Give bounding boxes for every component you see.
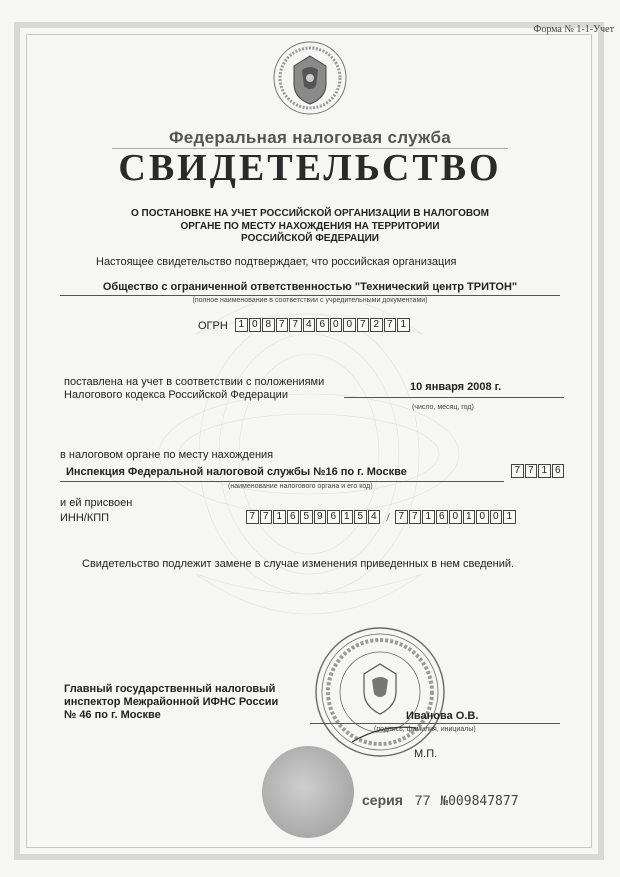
registration-date: 10 января 2008 г.: [410, 381, 502, 393]
ogrn-digit: 7: [357, 318, 370, 332]
confirms-text: Настоящее свидетельство подтверждает, что российская организация: [96, 256, 457, 268]
ogrn-digit: 0: [343, 318, 356, 332]
ogrn-digit: 4: [303, 318, 316, 332]
replacement-note: Свидетельство подлежит замене в случае изменения приведенных в нем сведений.: [82, 558, 515, 570]
form-number: Форма № 1-1-Учет: [533, 24, 614, 35]
kpp-digit: 1: [422, 510, 435, 524]
kpp-digit: 0: [476, 510, 489, 524]
authority-name: Инспекция Федеральной налоговой службы №16 по г. Москве: [66, 466, 407, 478]
inn-digit: 7: [246, 510, 259, 524]
ogrn-digit: 0: [249, 318, 262, 332]
inn-digit: 6: [327, 510, 340, 524]
authority-code-digit: 7: [511, 464, 524, 478]
ogrn-digit: 2: [370, 318, 383, 332]
signatory-name: Иванова О.В.: [406, 710, 479, 722]
inn-intro: и ей присвоен: [60, 497, 133, 509]
serial-series: 77: [414, 792, 431, 808]
serial-label: серия: [362, 792, 403, 808]
registration-line: Налогового кодекса Российской Федерации: [64, 389, 288, 401]
serial-no: №009847877: [440, 794, 519, 809]
signatory-title: [64, 683, 278, 722]
organization-caption: (полное наименование в соответствии с учредительными документами): [192, 297, 428, 304]
kpp-digit: 7: [409, 510, 422, 524]
authority-code-digit: 7: [525, 464, 538, 478]
date-underline: [344, 397, 564, 398]
authority-underline: [60, 481, 504, 482]
kpp-digit: 0: [449, 510, 462, 524]
date-caption: (число, месяц, год): [412, 404, 474, 411]
kpp-digit: 1: [463, 510, 476, 524]
inn-digit: 1: [341, 510, 354, 524]
signature-caption: (подпись, фамилия, инициалы): [374, 726, 476, 733]
official-stamp-icon: [312, 624, 448, 760]
kpp-digit: 0: [490, 510, 503, 524]
inn-kpp-label: ИНН/КПП: [60, 512, 110, 524]
ogrn-digit: 1: [235, 318, 248, 332]
agency-name: Федеральная налоговая служба: [168, 128, 451, 147]
subtitle-line: О ПОСТАНОВКЕ НА УЧЕТ РОССИЙСКОЙ ОРГАНИЗАЦИИ В НАЛОГОВОМ: [130, 208, 490, 219]
subtitle-line: РОССИЙСКОЙ ФЕДЕРАЦИИ: [241, 233, 379, 244]
ogrn-digit: 8: [262, 318, 275, 332]
stamp-place-label: М.П.: [414, 748, 438, 760]
inn-digit: 1: [273, 510, 286, 524]
tax-service-emblem-icon: [272, 40, 348, 116]
inn-digit: 5: [354, 510, 367, 524]
subtitle-line: ОРГАНЕ ПО МЕСТУ НАХОЖДЕНИЯ НА ТЕРРИТОРИИ: [180, 220, 440, 232]
signatory-line: инспектор Межрайонной ИФНС России: [64, 696, 279, 708]
signatory-line: № 46 по г. Москве: [64, 709, 161, 721]
kpp-digit: 7: [395, 510, 408, 524]
organization-underline: [60, 295, 560, 296]
document-subtitle: [90, 208, 530, 246]
organization-name: Общество с ограниченной ответственностью "Технический центр ТРИТОН": [102, 281, 518, 293]
serial-number: [362, 792, 519, 809]
authority-code-digit: 1: [538, 464, 551, 478]
signatory-line: Главный государственный налоговый: [64, 683, 276, 695]
document-title: СВИДЕТЕЛЬСТВО: [118, 147, 502, 189]
inn-digit: 5: [300, 510, 313, 524]
hologram-seal: [262, 746, 354, 838]
ogrn-cells: [235, 318, 411, 332]
kpp-digit: 6: [436, 510, 449, 524]
ogrn-label: ОГРН: [198, 320, 228, 332]
inn-digit: 6: [287, 510, 300, 524]
inn-digit: 7: [260, 510, 273, 524]
ogrn-digit: 1: [397, 318, 410, 332]
inn-kpp-separator: /: [386, 510, 390, 524]
inn-digit: 9: [314, 510, 327, 524]
ogrn-digit: 7: [384, 318, 397, 332]
registration-text: [64, 376, 324, 402]
inn-digit: 4: [368, 510, 381, 524]
authority-code-cells: [511, 464, 565, 478]
ogrn-digit: 0: [330, 318, 343, 332]
inn-kpp-cells: [246, 510, 517, 524]
authority-caption: (наименование налогового органа и его код): [228, 483, 373, 490]
ogrn-digit: 7: [276, 318, 289, 332]
authority-intro: в налоговом органе по месту нахождения: [60, 449, 274, 461]
ogrn-digit: 7: [289, 318, 302, 332]
ogrn-digit: 6: [316, 318, 329, 332]
authority-code-digit: 6: [552, 464, 565, 478]
signature-underline: [310, 723, 560, 724]
kpp-digit: 1: [503, 510, 516, 524]
registration-line: поставлена на учет в соответствии с положениями: [64, 376, 325, 388]
